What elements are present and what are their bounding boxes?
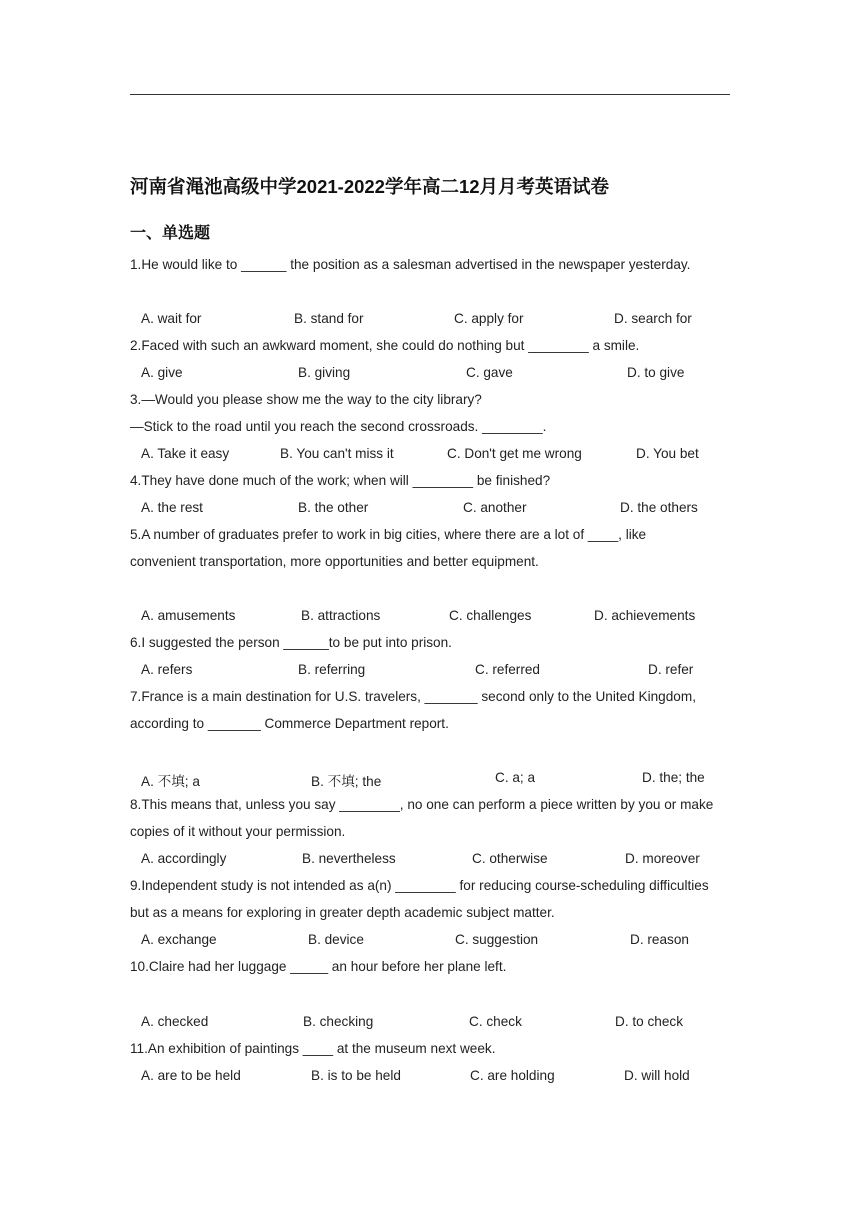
- header-rule: [130, 94, 730, 95]
- question-2-options: [0, 365, 860, 383]
- option-a[interactable]: A. 不填; a: [141, 774, 200, 789]
- option-b[interactable]: B. 不填; the: [311, 774, 382, 789]
- option-b[interactable]: B. giving: [298, 365, 351, 380]
- option-a[interactable]: A. the rest: [141, 500, 203, 515]
- option-a[interactable]: A. checked: [141, 1014, 209, 1029]
- option-d[interactable]: D. You bet: [636, 446, 699, 461]
- option-c[interactable]: C. gave: [466, 365, 513, 380]
- question-11-text: 11.An exhibition of paintings ____ at the museum next week.: [130, 1041, 496, 1056]
- option-d[interactable]: D. achievements: [594, 608, 696, 623]
- question-5-text: 5.A number of graduates prefer to work in big cities, where there are a lot of ____, like: [130, 527, 647, 542]
- option-d[interactable]: D. the others: [620, 500, 698, 515]
- option-c[interactable]: C. check: [469, 1014, 522, 1029]
- section-heading: 一、单选题: [130, 225, 211, 242]
- option-a[interactable]: A. are to be held: [141, 1068, 241, 1083]
- question-6-options: [0, 662, 860, 680]
- question-8-options: [0, 851, 860, 869]
- option-c[interactable]: C. apply for: [454, 311, 524, 326]
- option-a[interactable]: A. refers: [141, 662, 193, 677]
- option-c[interactable]: C. are holding: [470, 1068, 555, 1083]
- option-d[interactable]: D. search for: [614, 311, 692, 326]
- option-c[interactable]: C. another: [463, 500, 527, 515]
- option-d[interactable]: D. reason: [630, 932, 689, 947]
- question-3-text: —Stick to the road until you reach the second crossroads. ________.: [130, 419, 547, 434]
- question-10-options: [0, 1014, 860, 1032]
- option-b[interactable]: B. is to be held: [311, 1068, 401, 1083]
- question-10-text: 10.Claire had her luggage _____ an hour before her plane left.: [130, 959, 507, 974]
- question-7-text: according to _______ Commerce Department report.: [130, 716, 449, 731]
- option-d[interactable]: D. to check: [615, 1014, 683, 1029]
- question-9-text: 9.Independent study is not intended as a(n) ________ for reducing course-scheduling difficulties: [130, 878, 709, 893]
- option-a[interactable]: A. Take it easy: [141, 446, 230, 461]
- option-b[interactable]: B. stand for: [294, 311, 364, 326]
- option-b[interactable]: B. referring: [298, 662, 366, 677]
- question-1-text: 1.He would like to ______ the position as a salesman advertised in the newspaper yesterday.: [130, 257, 691, 272]
- option-d[interactable]: D. moreover: [625, 851, 700, 866]
- option-b[interactable]: B. You can't miss it: [280, 446, 394, 461]
- option-b[interactable]: B. attractions: [301, 608, 381, 623]
- option-c[interactable]: C. challenges: [449, 608, 532, 623]
- option-a[interactable]: A. wait for: [141, 311, 202, 326]
- question-6-text: 6.I suggested the person ______to be put into prison.: [130, 635, 452, 650]
- question-5-options: [0, 608, 860, 626]
- option-d[interactable]: D. the; the: [642, 770, 705, 785]
- question-4-options: [0, 500, 860, 518]
- option-c[interactable]: C. suggestion: [455, 932, 539, 947]
- question-8-text: copies of it without your permission.: [130, 824, 346, 839]
- option-a[interactable]: A. give: [141, 365, 183, 380]
- question-9-options: [0, 932, 860, 950]
- option-a[interactable]: A. amusements: [141, 608, 236, 623]
- option-a[interactable]: A. exchange: [141, 932, 217, 947]
- question-7-text: 7.France is a main destination for U.S. travelers, _______ second only to the United Kingdom,: [130, 689, 696, 704]
- question-1-options: [0, 311, 860, 329]
- question-5-text: convenient transportation, more opportunities and better equipment.: [130, 554, 539, 569]
- option-d[interactable]: D. to give: [627, 365, 685, 380]
- option-c[interactable]: C. a; a: [495, 770, 536, 785]
- option-d[interactable]: D. refer: [648, 662, 694, 677]
- option-c[interactable]: C. Don't get me wrong: [447, 446, 582, 461]
- question-2-text: 2.Faced with such an awkward moment, she could do nothing but ________ a smile.: [130, 338, 640, 353]
- question-11-options: [0, 1068, 860, 1086]
- option-c[interactable]: C. referred: [475, 662, 540, 677]
- option-b[interactable]: B. nevertheless: [302, 851, 396, 866]
- page-title: 河南省渑池高级中学2021-2022学年高二12月月考英语试卷: [130, 176, 610, 197]
- question-7-options: [0, 770, 860, 788]
- option-a[interactable]: A. accordingly: [141, 851, 227, 866]
- question-3-text: 3.—Would you please show me the way to the city library?: [130, 392, 482, 407]
- question-3-options: [0, 446, 860, 464]
- option-b[interactable]: B. device: [308, 932, 364, 947]
- option-d[interactable]: D. will hold: [624, 1068, 690, 1083]
- option-c[interactable]: C. otherwise: [472, 851, 548, 866]
- question-8-text: 8.This means that, unless you say ________, no one can perform a piece written by you or make: [130, 797, 714, 812]
- question-4-text: 4.They have done much of the work; when will ________ be finished?: [130, 473, 551, 488]
- question-9-text: but as a means for exploring in greater depth academic subject matter.: [130, 905, 555, 920]
- option-b[interactable]: B. the other: [298, 500, 369, 515]
- option-b[interactable]: B. checking: [303, 1014, 374, 1029]
